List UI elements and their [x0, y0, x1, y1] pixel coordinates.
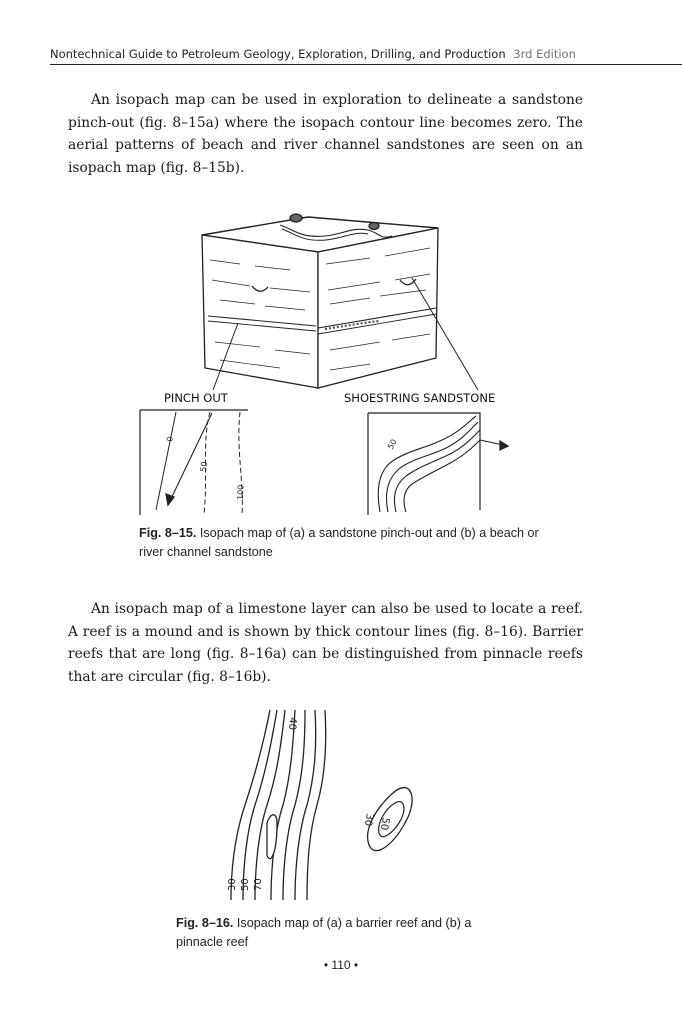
edition-label: 3rd Edition [513, 47, 576, 61]
running-header [50, 47, 682, 61]
barrier-contour-50: 50 [240, 878, 251, 891]
block-diagram [202, 214, 438, 388]
shoestring-isopach-map [368, 413, 508, 515]
barrier-contour-70: 70 [253, 878, 264, 891]
header-rule [50, 64, 682, 65]
caption-text: Isopach map of (a) a sandstone pinch-out and (b) a beach or river channel sandstone [139, 526, 539, 559]
caption-text: Isopach map of (a) a barrier reef and (b) a pinnacle reef [176, 916, 472, 949]
pinnacle-contour-inner: 50 [377, 816, 391, 831]
caption-label: Fig. 8–16. [176, 916, 234, 930]
figure-8-15-caption [139, 524, 559, 562]
paragraph-limestone-reef: An isopach map of a limestone layer can also be used to locate a reef. A reef is a mound and is shown by thick contour lines (fig. 8–16). Barrier reefs that are long (fig. 8–16a) can be distinguished from pinnacle reefs that are circular (fig. 8–16b). [68, 601, 583, 685]
pinnacle-contour-outer: 30 [361, 812, 375, 827]
contour-label-0: 0 [165, 435, 175, 443]
shoestring-label: SHOESTRING SANDSTONE [344, 391, 496, 405]
figure-8-15 [130, 200, 530, 520]
figure-8-16-caption [176, 914, 506, 952]
book-title: Nontechnical Guide to Petroleum Geology, Exploration, Drilling, and Production [50, 47, 506, 61]
figure-8-16 [215, 705, 435, 910]
pinch-out-label: PINCH OUT [164, 391, 228, 405]
contour-label-100: 100 [236, 484, 246, 501]
paragraph-isopach-sandstone: An isopach map can be used in exploration to delineate a sandstone pinch-out (fig. 8–15a) where the isopach contour line becomes zero. The aerial patterns of beach and river channel sandstones are seen on an isopach map (fig. 8–15b). [68, 92, 583, 176]
contour-label-50: 50 [199, 461, 209, 473]
caption-label: Fig. 8–15. [139, 526, 197, 540]
contour-label-b: 50 [385, 437, 399, 451]
barrier-contour-top: 40 [285, 716, 298, 731]
page-number: • 110 • [323, 958, 359, 972]
barrier-reef-contours [231, 710, 326, 900]
barrier-contour-30: 30 [227, 878, 238, 891]
pinch-out-isopach-map [140, 410, 248, 515]
